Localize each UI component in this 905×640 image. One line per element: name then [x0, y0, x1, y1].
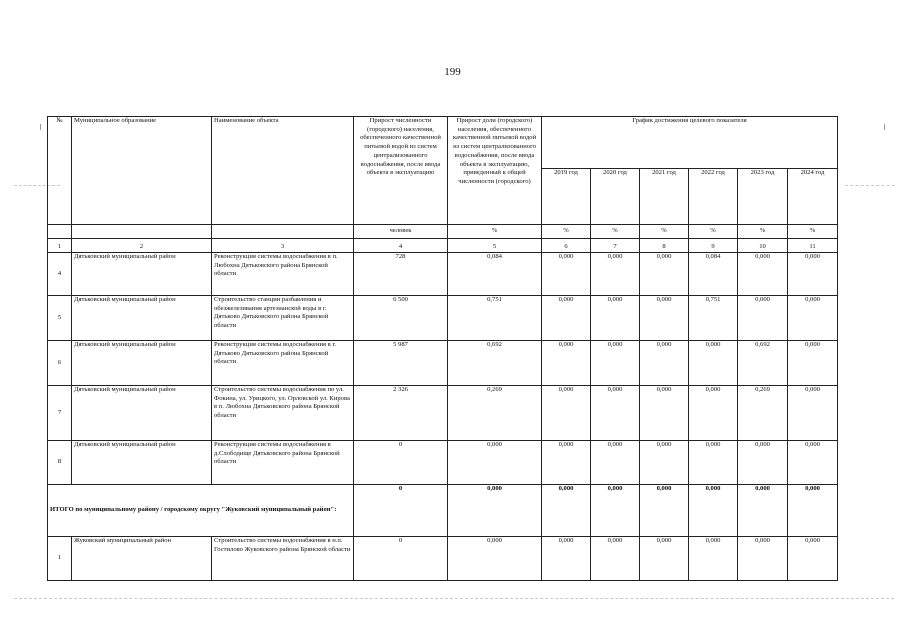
row-municipality: Дятьковский муниципальный район: [72, 296, 212, 341]
header-share-growth: Прирост доли (городского) населения, обеспеченного качественной питьевой водой из систем централизованного водоснабжения, после ввода объекта в эксплуатацию, приведенный к общей численности (городского): [448, 117, 542, 225]
unit-year: %: [640, 225, 689, 239]
total-year-value: 0,000: [738, 485, 788, 537]
row-year-value: 0,692: [738, 341, 788, 386]
row-year-value: 0,000: [591, 537, 640, 581]
row-municipality: Дятьковский муниципальный район: [72, 441, 212, 485]
column-number: 3: [212, 239, 354, 253]
row-year-value: 0,000: [640, 386, 689, 441]
row-number: 8: [48, 441, 72, 485]
row-year-value: 0,000: [591, 296, 640, 341]
unit-cell-empty: [72, 225, 212, 239]
row-population: 6 500: [354, 296, 448, 341]
column-number: 5: [448, 239, 542, 253]
row-year-value: 0,000: [640, 341, 689, 386]
row-municipality: Дятьковский муниципальный район: [72, 386, 212, 441]
table-row: [48, 386, 838, 441]
row-year-value: 0,084: [689, 253, 738, 296]
total-label: ИТОГО по муниципальному району / городскому округу "Жуковский муниципальный район":: [48, 485, 354, 537]
page-number: 199: [444, 66, 461, 78]
total-year-value: 0,000: [689, 485, 738, 537]
unit-year: %: [689, 225, 738, 239]
header-population-growth: Прирост численности (городского) населения, обеспеченного качественной питьевой водой из систем централизованного водоснабжения, после ввода объекта в эксплуатацию: [354, 117, 448, 225]
unit-year: %: [738, 225, 788, 239]
row-share: 0,751: [448, 296, 542, 341]
row-share: 0,084: [448, 253, 542, 296]
scan-artifact-line: [14, 598, 894, 599]
row-year-value: 0,000: [788, 386, 838, 441]
scan-artifact-line: [845, 185, 895, 186]
table-row: [48, 296, 838, 341]
row-population: 2 326: [354, 386, 448, 441]
row-year-value: 0,000: [542, 441, 591, 485]
row-year-value: 0,000: [788, 253, 838, 296]
unit-cell-empty: [212, 225, 354, 239]
row-population: 0: [354, 537, 448, 581]
header-year: 2019 год: [542, 169, 591, 225]
total-year-value: 0,000: [788, 485, 838, 537]
row-year-value: 0,000: [788, 537, 838, 581]
table-row: [48, 537, 838, 581]
row-number: 4: [48, 253, 72, 296]
row-municipality: Дятьковский муниципальный район: [72, 253, 212, 296]
row-object: Строительство станции разбавления и обезжелезивания артезианской воды в г. Дятьково Дятьковского района Брянской области: [212, 296, 354, 341]
row-year-value: 0,000: [542, 253, 591, 296]
indicator-table: [47, 116, 838, 581]
row-share: 0,000: [448, 537, 542, 581]
table-row: [48, 253, 838, 296]
header-municipality: Муниципальное образование: [72, 117, 212, 225]
total-row: [48, 485, 838, 537]
total-share: 0,000: [448, 485, 542, 537]
header-year: 2020 год: [591, 169, 640, 225]
row-share: 0,692: [448, 341, 542, 386]
row-share: 0,269: [448, 386, 542, 441]
row-number: 6: [48, 341, 72, 386]
row-number: 5: [48, 296, 72, 341]
row-year-value: 0,000: [591, 253, 640, 296]
row-share: 0,000: [448, 441, 542, 485]
header-year: 2022 год: [689, 169, 738, 225]
row-year-value: 0,000: [640, 441, 689, 485]
row-year-value: 0,000: [738, 253, 788, 296]
row-year-value: 0,000: [542, 296, 591, 341]
row-population: 728: [354, 253, 448, 296]
unit-year: %: [788, 225, 838, 239]
row-year-value: 0,000: [738, 441, 788, 485]
column-number: 9: [689, 239, 738, 253]
row-object: Реконструкция системы водоснабжения в г. Дятьково Дятьковского района Брянской области: [212, 341, 354, 386]
unit-population: человек: [354, 225, 448, 239]
unit-year: %: [591, 225, 640, 239]
row-object: Реконструкция системы водоснабжения в п. Любохна Дятьковского района Брянской области: [212, 253, 354, 296]
column-number: 1: [48, 239, 72, 253]
header-year: 2024 год: [788, 169, 838, 225]
row-year-value: 0,000: [788, 296, 838, 341]
column-number: 4: [354, 239, 448, 253]
row-number: 7: [48, 386, 72, 441]
row-year-value: 0,000: [689, 386, 738, 441]
row-year-value: 0,000: [542, 341, 591, 386]
table-row: [48, 341, 838, 386]
header-no: №: [48, 117, 72, 225]
row-year-value: 0,751: [689, 296, 738, 341]
row-population: 5 987: [354, 341, 448, 386]
header-year: 2023 год: [738, 169, 788, 225]
total-year-value: 0,000: [591, 485, 640, 537]
row-year-value: 0,269: [738, 386, 788, 441]
row-year-value: 0,000: [542, 537, 591, 581]
total-year-value: 0,000: [640, 485, 689, 537]
row-population: 0: [354, 441, 448, 485]
row-year-value: 0,000: [591, 341, 640, 386]
unit-cell-empty: [48, 225, 72, 239]
row-year-value: 0,000: [788, 441, 838, 485]
row-year-value: 0,000: [542, 386, 591, 441]
total-year-value: 0,000: [542, 485, 591, 537]
row-object: Строительство системы водоснабжения в н.п. Гостилово Жуковского района Брянской области: [212, 537, 354, 581]
header-object-name: Наименование объекта: [212, 117, 354, 225]
column-number: 7: [591, 239, 640, 253]
row-municipality: Жуковский муниципальный район: [72, 537, 212, 581]
row-municipality: Дятьковский муниципальный район: [72, 341, 212, 386]
scan-artifact-tick: [40, 124, 41, 130]
row-year-value: 0,000: [689, 441, 738, 485]
row-year-value: 0,000: [640, 296, 689, 341]
column-number: 11: [788, 239, 838, 253]
row-year-value: 0,000: [689, 341, 738, 386]
column-number: 10: [738, 239, 788, 253]
row-year-value: 0,000: [640, 537, 689, 581]
unit-share: %: [448, 225, 542, 239]
row-year-value: 0,000: [591, 386, 640, 441]
header-schedule: График достижения целевого показателя: [542, 117, 838, 169]
scan-artifact-tick: [884, 124, 885, 130]
row-object: Реконструкция системы водоснабжения в д.Слободище Дятьковского района Брянской области: [212, 441, 354, 485]
row-object: Строительство системы водоснабжения по ул. Фокина, ул. Урицкого, ул. Орловской ул. Кирова в п. Любохна Дятьковского района Брянской области: [212, 386, 354, 441]
row-year-value: 0,000: [788, 341, 838, 386]
row-number: 1: [48, 537, 72, 581]
row-year-value: 0,000: [738, 537, 788, 581]
table-row: [48, 441, 838, 485]
row-year-value: 0,000: [738, 296, 788, 341]
unit-year: %: [542, 225, 591, 239]
row-year-value: 0,000: [640, 253, 689, 296]
row-year-value: 0,000: [591, 441, 640, 485]
total-population: 0: [354, 485, 448, 537]
column-number: 2: [72, 239, 212, 253]
column-number: 8: [640, 239, 689, 253]
column-number: 6: [542, 239, 591, 253]
row-year-value: 0,000: [689, 537, 738, 581]
header-year: 2021 год: [640, 169, 689, 225]
